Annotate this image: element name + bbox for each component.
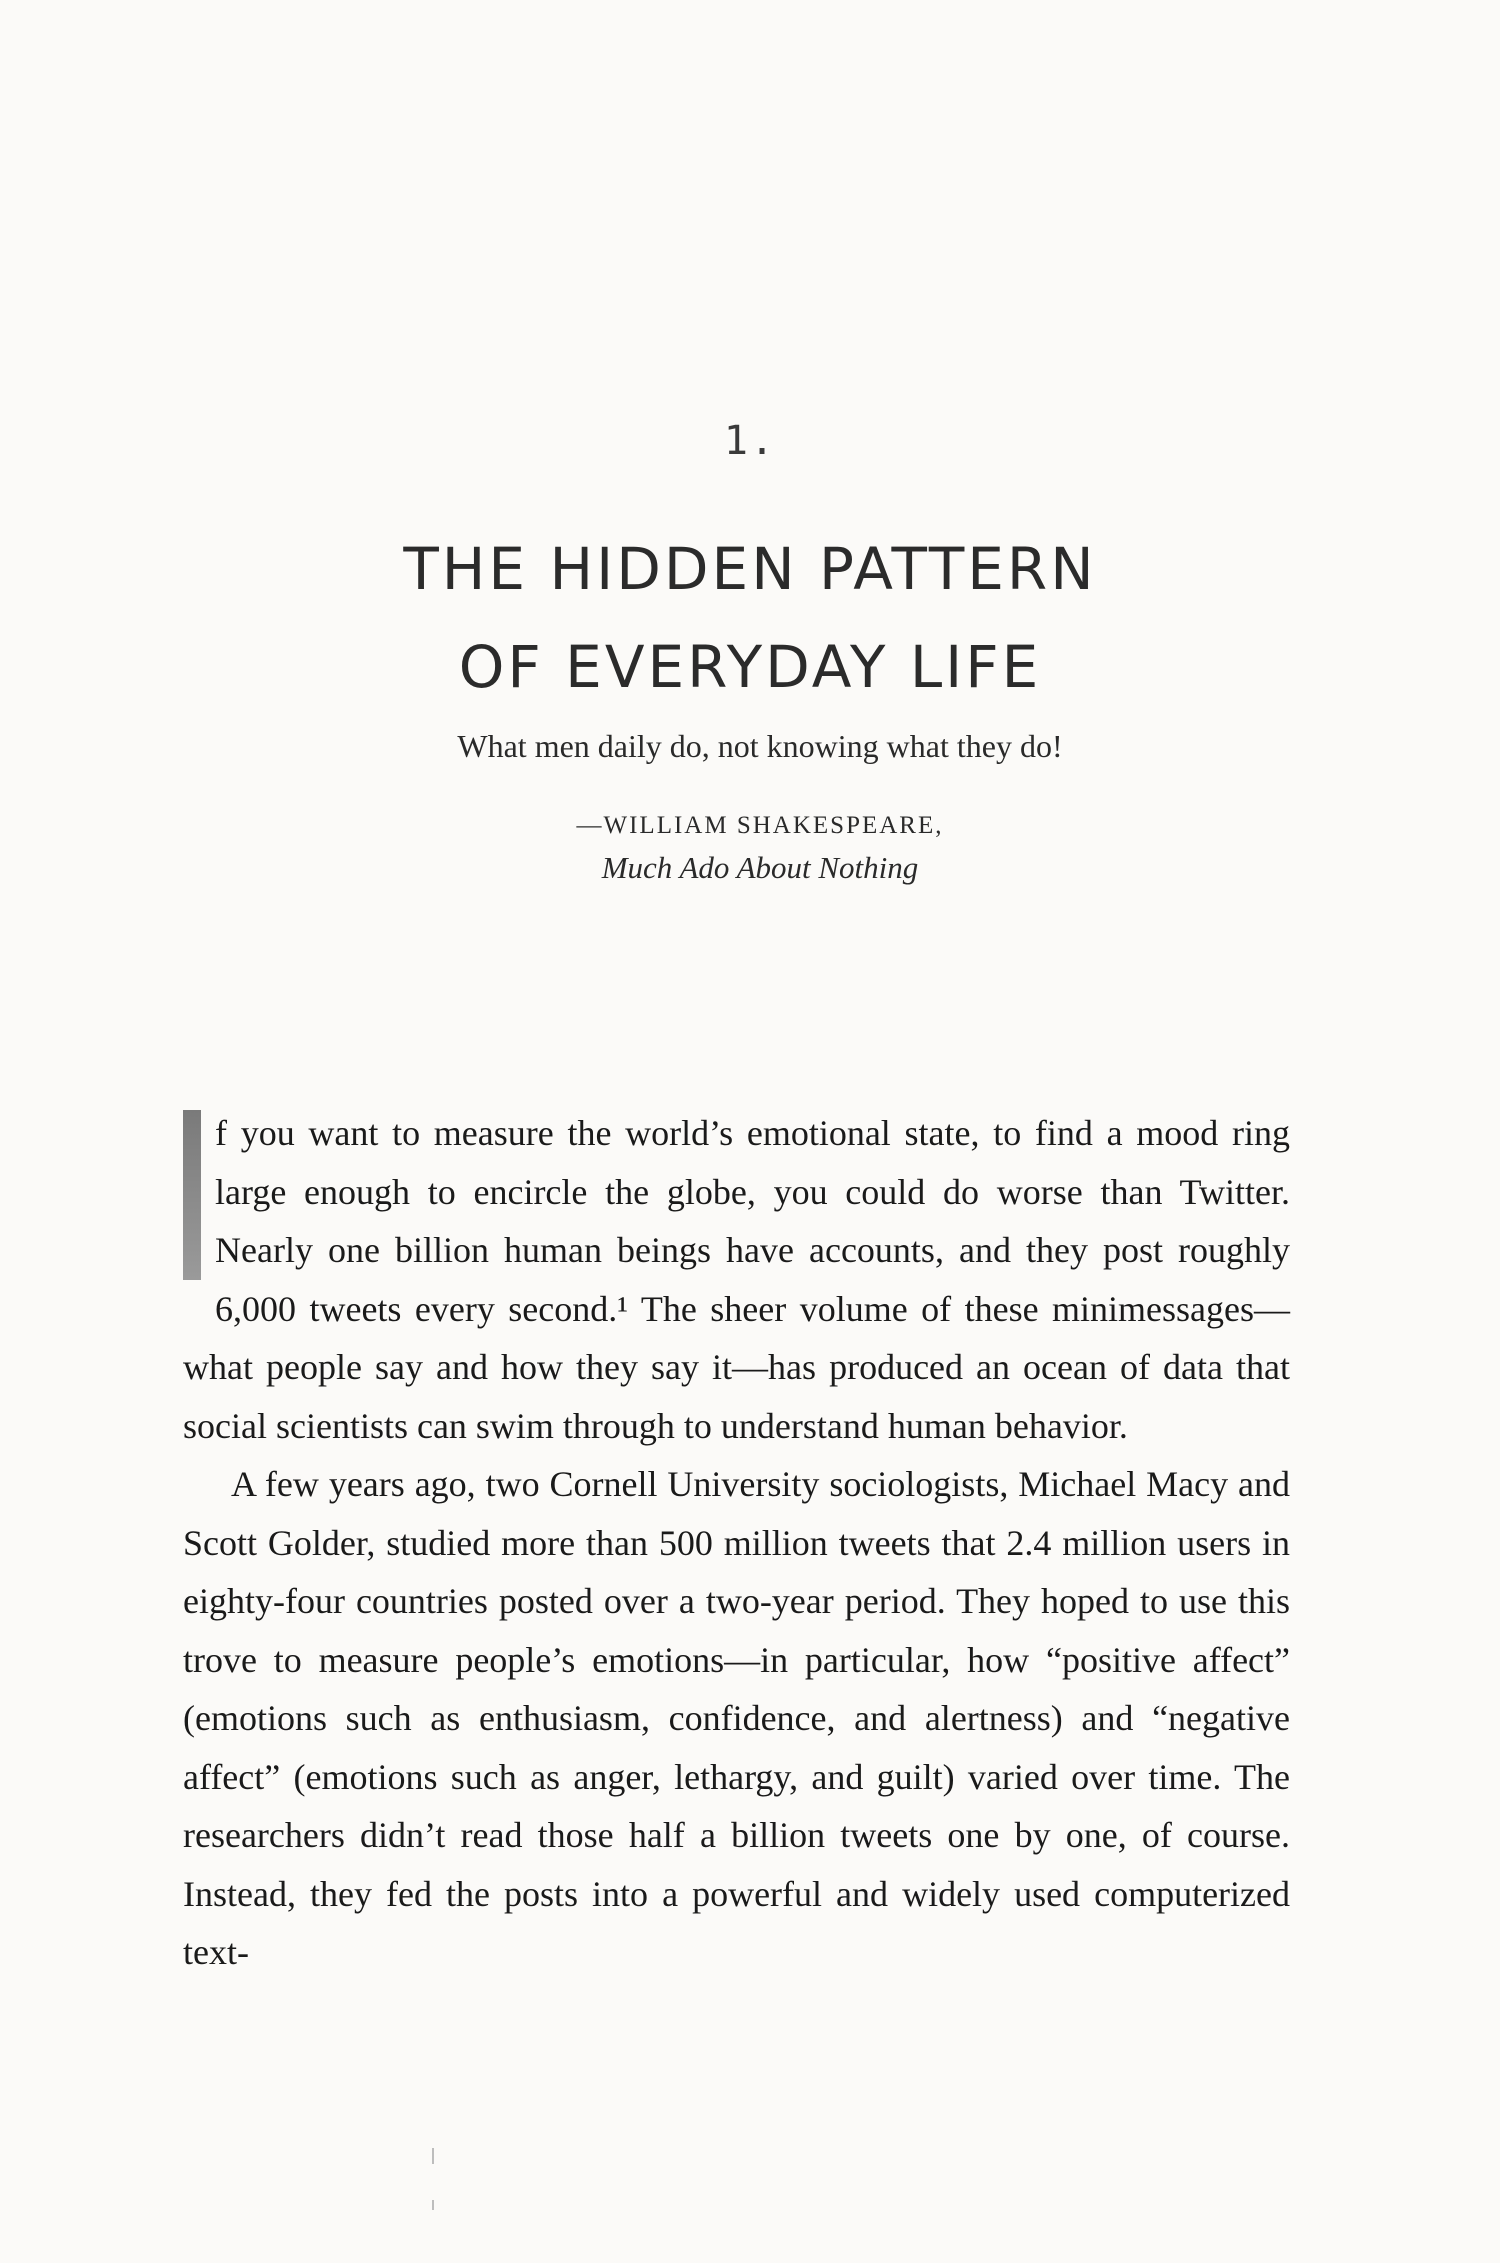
epigraph-source: Much Ado About Nothing: [601, 850, 919, 885]
epigraph: [0, 726, 1500, 890]
epigraph-attribution: —WILLIAM SHAKESPEARE,: [576, 812, 944, 839]
scan-speck: [432, 2148, 434, 2164]
paragraph-1-text: f you want to measure the world’s emotional state, to find a mood ring large enough to encircle the globe, you could do worse than Twitter. Nearly one billion human beings have accounts, and they post roughly 6,000 tweets every second.¹ The sheer volume of these minimessages—what people say and how they say it—has produced an ocean of data that social scientists can swim through to understand human behavior.: [183, 1113, 1290, 1446]
scan-speck: [432, 2200, 434, 2210]
chapter-title: [0, 520, 1500, 716]
drop-cap: [183, 1110, 201, 1280]
epigraph-quote: What men daily do, not knowing what they do!: [457, 728, 1063, 764]
chapter-title-line-2: OF EVERYDAY LIFE: [458, 633, 1042, 701]
paragraph-1: [183, 1104, 1290, 1455]
body-text: [183, 1104, 1290, 1982]
paragraph-2: A few years ago, two Cornell University sociologists, Michael Macy and Scott Golder, studied more than 500 million tweets that 2.4 million users in eighty-four countries posted over a two-year period. They hoped to use this trove to measure people’s emotions—in particular, how “positive affect” (emotions such as enthusiasm, confidence, and alertness) and “negative affect” (emotions such as anger, lethargy, and guilt) varied over time. The researchers didn’t read those half a billion tweets one by one, of course. Instead, they fed the posts into a powerful and widely used computerized text-: [183, 1464, 1290, 1972]
chapter-number: 1.: [723, 418, 777, 464]
chapter-title-line-1: THE HIDDEN PATTERN: [403, 535, 1097, 603]
